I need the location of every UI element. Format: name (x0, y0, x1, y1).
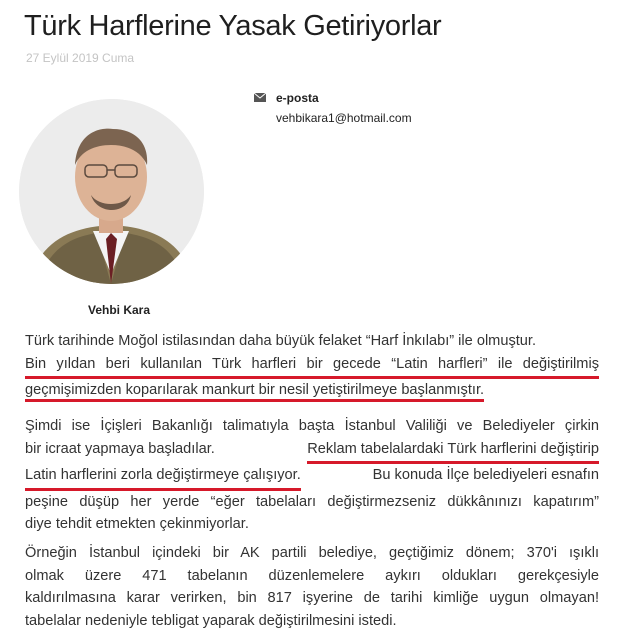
paragraph-line (25, 438, 599, 465)
paragraph-line: olmak üzere 471 tabelanın düzenlemelere aykırı oldukları gerekçesiyle (25, 567, 599, 584)
paragraph-1 (25, 330, 599, 402)
paragraph-2 (25, 415, 599, 536)
paragraph-line: tabelalar nedeniyle tebligat yaparak değiştirilmesini istedi. (25, 612, 397, 629)
highlighted-text: Reklam tabelalardaki Türk harflerini değiştirip (307, 438, 599, 465)
paragraph-line (25, 379, 599, 402)
paragraph-line: diye tehdit etmekten çekinmiyorlar. (25, 516, 249, 532)
contact-label: e-posta (276, 91, 319, 105)
envelope-icon (254, 93, 266, 102)
paragraph-line: Türk tarihinde Moğol istilasından daha büyük felaket “Harf İnkılabı” ile olmuştur. (25, 333, 537, 349)
paragraph-line (25, 464, 599, 491)
paragraph-text: bir icraat yapmaya başladılar. (25, 440, 215, 457)
paragraph-line: Bin yıldan beri kullanılan Türk harfleri bir gecede “Latin harfleri” ile değiştirilmiş (25, 353, 599, 380)
highlighted-text: geçmişimizden koparılarak mankurt bir nesil yetiştirilmeye başlanmıştır. (25, 382, 484, 402)
author-avatar (19, 99, 204, 284)
highlighted-text: Latin harflerini zorla değiştirmeye çalışıyor. (25, 464, 301, 491)
paragraph-line: Örneğin İstanbul içindeki bir AK partili belediye, geçtiğimiz dönem; 370'i ışıklı (25, 545, 599, 561)
paragraph-line: Şimdi ise İçişleri Bakanlığı talimatıyla başta İstanbul Valiliği ve Belediyeler çirkin (25, 418, 599, 434)
author-name: Vehbi Kara (87, 303, 151, 317)
contact-email[interactable]: vehbikara1@hotmail.com (276, 111, 412, 125)
paragraph-text: Bu konuda İlçe belediyeleri esnafın (372, 467, 599, 483)
paragraph-line: peşine düşüp her yerde “eğer tabelaları değiştirmezseniz dükkânınızı kapatırım” (25, 493, 599, 510)
paragraph-3 (25, 542, 599, 632)
article-title: Türk Harflerine Yasak Getiriyorlar (24, 10, 442, 42)
article-date: 27 Eylül 2019 Cuma (26, 51, 135, 65)
paragraph-line: kaldırılmasına karar verirken, bin 817 işyerine de tarihi kimliğe uygun olmayan! (25, 590, 599, 606)
